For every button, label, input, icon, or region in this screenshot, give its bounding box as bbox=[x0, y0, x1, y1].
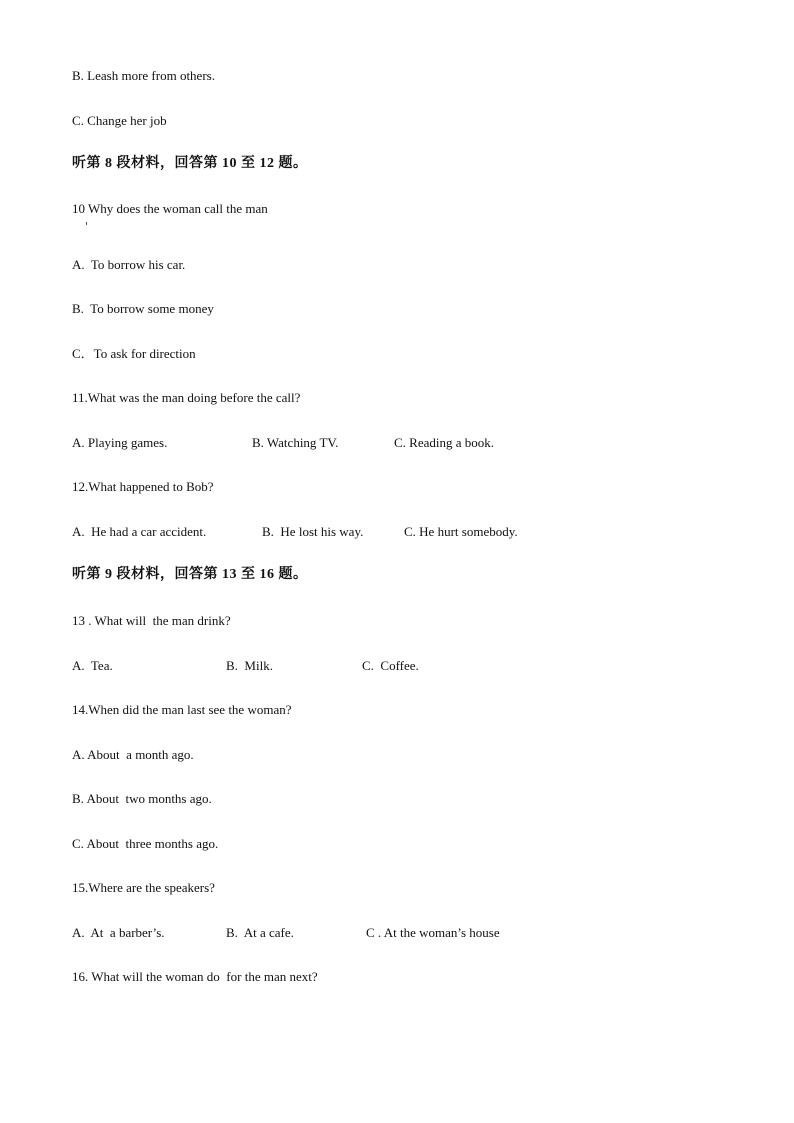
section-8-heading: 听第 8 段材料，回答第 10 至 12 题。 bbox=[72, 156, 308, 171]
q16-question: 16. What will the woman do for the man next? bbox=[72, 969, 318, 984]
stray-mark bbox=[86, 222, 87, 225]
section-9-heading: 听第 9 段材料，回答第 13 至 16 题。 bbox=[72, 567, 308, 582]
q14-question: 14.When did the man last see the woman? bbox=[72, 702, 292, 717]
q13-option-b: B. Milk. bbox=[226, 658, 273, 673]
q10-option-c: C．To ask for direction bbox=[72, 346, 196, 361]
q15-option-c: C . At the woman’s house bbox=[366, 925, 500, 940]
q14-option-b: B. About two months ago. bbox=[72, 791, 212, 806]
q10-option-b: B. To borrow some money bbox=[72, 301, 214, 316]
q11-option-c: C. Reading a book. bbox=[394, 435, 495, 450]
q12-option-b: B. He lost his way. bbox=[262, 524, 364, 539]
q9-option-c: C. Change her job bbox=[72, 113, 167, 128]
q15-option-a: A. At a barber’s. bbox=[72, 925, 165, 940]
q11-option-b: B. Watching TV. bbox=[252, 435, 339, 450]
q9-option-b: B. Leash more from others. bbox=[72, 68, 215, 83]
q15-question: 15.Where are the speakers? bbox=[72, 880, 215, 895]
q11-question: 11.What was the man doing before the call? bbox=[72, 390, 301, 405]
q12-question: 12.What happened to Bob? bbox=[72, 479, 214, 494]
q13-option-a: A. Tea. bbox=[72, 658, 113, 673]
q15-option-b: B. At a cafe. bbox=[226, 925, 294, 940]
q13-option-c: C. Coffee. bbox=[362, 658, 419, 673]
q10-option-a: A. To borrow his car. bbox=[72, 257, 186, 272]
q12-option-c: C. He hurt somebody. bbox=[404, 524, 518, 539]
q10-question: 10 Why does the woman call the man bbox=[72, 201, 268, 216]
q14-option-a: A. About a month ago. bbox=[72, 747, 194, 762]
q12-option-a: A. He had a car accident. bbox=[72, 524, 207, 539]
q11-option-a: A. Playing games. bbox=[72, 435, 168, 450]
q13-question: 13 . What will the man drink? bbox=[72, 613, 231, 628]
q14-option-c: C. About three months ago. bbox=[72, 836, 219, 851]
